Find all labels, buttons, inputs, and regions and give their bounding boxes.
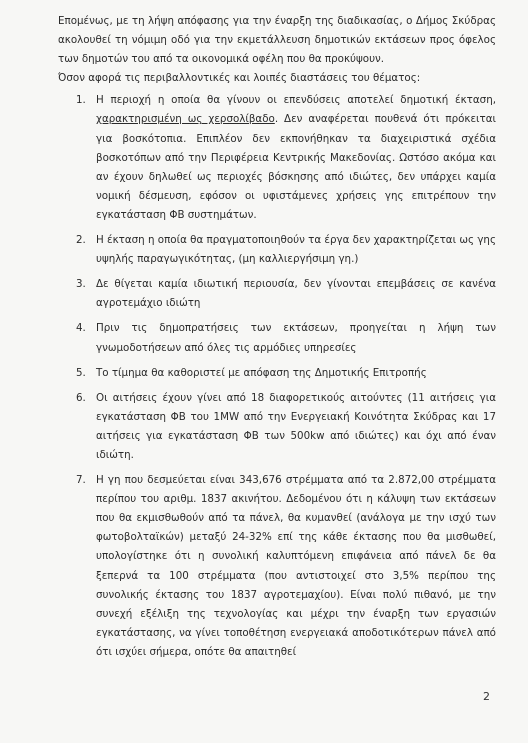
list-item-5 xyxy=(58,364,496,383)
list-item-number: 7. xyxy=(76,474,86,487)
list-item-3 xyxy=(58,275,496,313)
list-item-text: Πριν τις δημοπρατήσεις των εκτάσεων, προηγείται η λήψη των γνωμοδοτήσεων από όλες τις αρμόδιες υπηρεσίες xyxy=(96,322,496,354)
list-item-1 xyxy=(58,91,496,225)
numbered-list xyxy=(58,91,496,662)
list-item-number: 2. xyxy=(76,234,86,247)
list-item-2 xyxy=(58,231,496,269)
page-number: 2 xyxy=(483,690,490,703)
page-body xyxy=(58,12,496,668)
list-item-number: 3. xyxy=(76,278,86,291)
list-heading: Όσον αφορά τις περιβαλλοντικές και λοιπές διαστάσεις του θέματος: xyxy=(58,72,421,85)
list-item-text xyxy=(96,91,496,225)
list-item-text: Το τίμημα θα καθοριστεί με απόφαση της Δημοτικής Επιτροπής xyxy=(96,366,427,379)
list-item-number: 1. xyxy=(76,94,86,107)
underlined-phrase: χαρακτηρισμένη ως χερσολίβαδο xyxy=(96,113,275,126)
list-item-text: Η έκταση η οποία θα πραγματοποιηθούν τα έργα δεν χαρακτηρίζεται ως γης υψηλής παραγωγικότητας, (μη καλλιεργήσιμη γη.) xyxy=(96,234,496,266)
list-item-number: 6. xyxy=(76,391,86,404)
intro-paragraph: Επομένως, με τη λήψη απόφασης για την έναρξη της διαδικασίας, ο Δήμος Σκύδρας ακολουθεί τη νόμιμη οδό για την εκμετάλλευση δημοτικών εκτάσεων προς όφελος των δημοτών του από τα οικονομικά οφέλη που θα προκύψουν. xyxy=(58,15,496,66)
list-item-text-part: . Δεν αναφέρεται πουθενά ότι πρόκειται για βοσκότοπια. Επιπλέον δεν εκπονήθηκαν τα διαχειριστικά σχέδια βοσκοτόπων από την Περιφέρεια Κεντρικής Μακεδονίας. Ωστόσο ακόμα και αν έχουν δηλωθεί ως περιοχές βόσκησης από ιδιώτες, δεν υπάρχει καμία νομική δέσμευση, εφόσον οι υφιστάμενες χρήσεις γης επιτρέπουν την εγκατάσταση ΦΒ συστημάτων. xyxy=(96,113,496,221)
list-item-text-part: Η περιοχή η οποία θα γίνουν οι επενδύσεις αποτελεί δημοτική έκταση, xyxy=(96,94,496,107)
list-item-number: 4. xyxy=(76,322,86,335)
list-item-text: Δε θίγεται καμία ιδιωτική περιουσία, δεν γίνονται επεμβάσεις σε κανένα αγροτεμάχιο ιδιώτη xyxy=(96,278,496,310)
list-item-text: Η γη που δεσμεύεται είναι 343,676 στρέμματα από τα 2.872,00 στρέμματα περίπου του αριθμ. 1837 ακινήτου. Δεδομένου ότι η κάλυψη των εκτάσεων που θα εκμισθωθούν από τα πάνελ, θα κυμανθεί (ανάλογα με την ισχύ των φωτοβολταϊκών) μεταξύ 24-32% επί της κάθε έκτασης που θα μισθωθεί, υπολογίστηκε ότι η συνολική καλυπτόμενη επιφάνεια από πάνελ δε θα ξεπερνά τα 100 στρέμματα (που αντιστοιχεί στο 3,5% περίπου της συνολικής έκτασης του 1837 αγροτεμαχίου). Είναι πολύ πιθανό, με την συνεχή εξέλιξη της τεχνολογίας και μέχρι την έναρξη των εργασιών εγκατάστασης, να γίνει τοποθέτηση ενεργειακά αποδοτικότερων πάνελ από ότι ισχύει σήμερα, οπότε θα απαιτηθεί xyxy=(96,474,496,658)
list-item-number: 5. xyxy=(76,366,86,379)
list-item-6 xyxy=(58,389,496,465)
list-item-4 xyxy=(58,319,496,357)
list-item-text: Οι αιτήσεις έχουν γίνει από 18 διαφορετικούς αιτούντες (11 αιτήσεις για εγκατάσταση ΦΒ του 1MW από την Ενεργειακή Κοινότητα Σκύδρας και 17 αιτήσεις για εγκατάσταση ΦΒ των 500kw από ιδιώτες) και όχι από έναν ιδιώτη. xyxy=(96,391,496,461)
list-item-7 xyxy=(58,471,496,662)
